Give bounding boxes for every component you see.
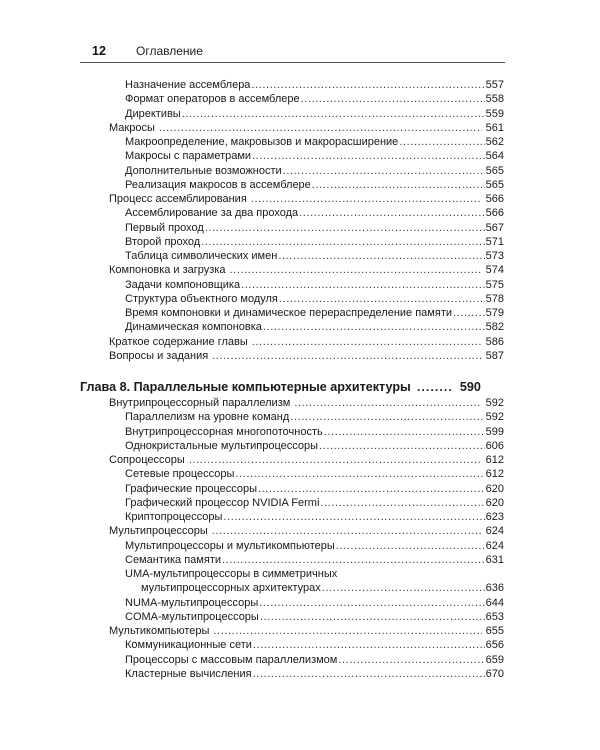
dot-leader [253,638,485,652]
toc-entry-title: Вопросы и задания [109,349,212,363]
dot-leader [252,335,482,349]
toc-section-entry[interactable] [80,453,504,467]
toc-entry-title: Сопроцессоры [109,453,189,467]
table-of-contents [80,78,504,681]
dot-leader [258,482,485,496]
toc-subsection-entry[interactable] [80,581,504,595]
dot-leader [301,92,485,106]
toc-entry-title: Внутрипроцессорная многопоточность [125,425,323,438]
dot-leader [312,178,485,192]
toc-entry-page: 582 [485,321,504,334]
toc-entry-title: Время компоновки и динамическое перераспределение памяти [125,307,452,319]
toc-entry-title: Второй проход [125,235,201,248]
toc-entry-title: Мультипроцессоры и мультикомпьютеры [125,539,335,552]
toc-entry-title: мультипроцессорных архитектурах [141,582,321,595]
toc-section-chapter-8 [80,396,504,681]
toc-entry-page: 653 [485,610,504,623]
toc-subsection-entry[interactable] [80,221,504,235]
dot-leader [251,78,484,92]
toc-entry-title: Первый проход [125,221,204,234]
toc-entry-page: 590 [459,380,481,394]
toc-subsection-entry[interactable] [80,553,504,567]
toc-subsection-entry[interactable] [80,653,504,667]
toc-entry-title: Таблица символических имен [125,250,278,262]
toc-subsection-entry[interactable] [80,610,504,624]
toc-entry-title: Кластерные вычисления [125,667,252,680]
toc-entry-page: 565 [485,164,504,177]
toc-entry-page: 587 [485,349,504,362]
toc-entry-title: Ассемблирование за два прохода [125,207,299,220]
toc-subsection-entry[interactable] [80,439,504,453]
toc-entry-title: Графические процессоры [125,482,257,495]
toc-subsection-entry[interactable] [80,482,504,496]
toc-entry-page: 631 [485,553,504,566]
toc-entry-page: 655 [485,625,504,637]
running-header [80,44,505,63]
dot-leader [320,496,484,510]
toc-entry-page: 612 [485,454,504,466]
toc-entry-page: 565 [485,178,504,191]
dot-leader [253,667,485,681]
toc-entry-title: Семантика памяти [125,553,222,566]
toc-entry-page: 575 [485,278,504,291]
toc-entry-title: Макросы с параметрами [125,150,252,163]
dot-leader [279,292,485,306]
toc-entry-title: Однокристальные мультипроцессоры [125,439,319,452]
toc-subsection-entry[interactable] [80,306,504,320]
toc-entry-page: 566 [485,193,504,205]
toc-entry-title: Реализация макросов в ассемблере [125,178,311,191]
toc-entry-page: 624 [485,539,504,552]
toc-entry-title: Мультипроцессоры [109,524,212,538]
dot-leader [324,425,485,439]
toc-subsection-entry[interactable] [80,249,504,263]
toc-subsection-entry[interactable] [80,178,504,192]
toc-subsection-entry[interactable] [80,164,504,178]
toc-entry-title: Формат операторов в ассемблере [125,93,300,106]
toc-subsection-entry[interactable] [80,78,504,92]
toc-entry-page: 636 [485,582,504,595]
toc-entry-page: 566 [485,207,504,220]
toc-subsection-entry[interactable] [80,638,504,652]
toc-entry-title: Макросы [109,121,159,135]
toc-subsection-entry[interactable] [80,467,504,481]
dot-leader [223,510,484,524]
toc-section-entry[interactable] [80,396,504,410]
toc-subsection-entry[interactable] [80,425,504,439]
dot-leader [259,596,484,610]
toc-entry-page: 561 [485,121,504,134]
dot-leader [205,221,485,235]
dot-leader [260,610,485,624]
dot-leader [212,524,482,538]
toc-entry-page: 612 [485,468,504,481]
toc-entry-page: 670 [485,667,504,680]
toc-section-entry[interactable] [80,524,504,538]
dot-leader [283,164,485,178]
toc-entry-title: Сетевые процессоры [125,468,235,481]
dot-leader [222,553,485,567]
toc-entry-title: Структура объектного модуля [125,292,278,305]
dot-leader [319,439,485,453]
toc-entry-title: COMA-мультипроцессоры [125,610,259,623]
toc-entry-page: 578 [485,292,504,305]
toc-entry-page: 592 [485,411,504,424]
dot-leader [263,320,485,334]
toc-section-entry[interactable] [80,121,504,135]
toc-entry-title: Коммуникационные сети [125,639,252,652]
dot-leader [230,263,482,277]
running-title: Оглавление [136,44,203,58]
toc-entry-title: Параллелизм на уровне команд [125,411,290,424]
toc-entry-page: 644 [485,596,504,609]
toc-entry-title: Директивы [125,107,181,120]
dot-leader [159,121,482,135]
dot-leader [294,396,481,410]
toc-section-entry[interactable] [80,349,504,363]
toc-entry-page: 620 [485,482,504,495]
dot-leader [299,206,485,220]
dot-leader [189,453,482,467]
toc-subsection-entry[interactable] [80,510,504,524]
dot-leader [278,249,484,263]
dot-leader [252,149,485,163]
toc-section-entry[interactable] [80,192,504,206]
dot-leader [213,624,481,638]
dot-leader [235,467,484,481]
toc-entry-title: Процессоры с массовым параллелизмом [125,653,338,666]
toc-entry-page: 586 [485,335,504,348]
toc-chapter-8[interactable] [80,379,504,396]
toc-entry-page: 659 [485,653,504,666]
toc-entry-title: NUMA-мультипроцессоры [125,596,259,609]
toc-entry-page: 592 [485,397,504,409]
toc-subsection-entry[interactable] [80,278,504,292]
toc-entry-title-line1: UMA-мультипроцессоры в симметричных [125,568,338,580]
dot-leader [453,306,485,320]
toc-entry-title: Внутрипроцессорный параллелизм [109,396,294,410]
toc-subsection-entry[interactable] [80,235,504,249]
toc-subsection-entry[interactable] [80,292,504,306]
dot-leader [201,235,484,249]
dot-leader [212,349,481,363]
toc-entry-page: 571 [485,235,504,248]
dot-leader [251,192,482,206]
toc-entry-title: Назначение ассемблера [125,79,251,91]
toc-entry-page: 573 [485,250,504,262]
dot-leader [322,581,485,595]
toc-section-entry[interactable] [80,263,504,277]
toc-entry-page: 623 [485,511,504,523]
toc-entry-title: Задачи компоновщика [125,278,241,291]
toc-entry-title: Графический процессор NVIDIA Fermi [125,496,320,509]
toc-entry-page: 559 [485,107,504,120]
toc-entry-title: Динамическая компоновка [125,321,262,334]
toc-entry-title: Процесс ассемблирования [109,192,251,206]
toc-subsection-entry[interactable] [80,135,504,149]
toc-entry-title: Макроопределение, макровызов и макрорасширение [125,136,399,148]
toc-entry-title: Дополнительные возможности [125,164,282,177]
toc-entry-page: 606 [485,439,504,452]
toc-subsection-entry[interactable] [80,107,504,121]
toc-subsection-entry[interactable] [80,667,504,681]
toc-entry-page: 567 [485,221,504,234]
toc-subsection-entry[interactable] [80,539,504,553]
dot-leader [399,135,484,149]
toc-entry-title: Глава 8. Параллельные компьютерные архитектуры [80,379,417,396]
toc-entry-title: Компоновка и загрузка [109,263,230,277]
toc-entry-page: 564 [485,150,504,163]
dot-leader [417,379,453,396]
toc-entry-page: 624 [485,525,504,538]
toc-entry-title: Мультикомпьютеры [109,624,213,638]
toc-subsection-entry[interactable] [80,149,504,163]
toc-section-entry[interactable] [80,624,504,638]
dot-leader [338,653,484,667]
toc-subsection-entry[interactable] [80,410,504,424]
toc-section-chapter-7-tail [80,78,504,363]
toc-entry-page: 599 [485,425,504,438]
toc-entry-page: 562 [485,136,504,148]
toc-section-entry[interactable] [80,335,504,349]
toc-subsection-entry[interactable] [80,596,504,610]
dot-leader [241,278,485,292]
toc-entry-page: 579 [485,307,504,319]
dot-leader [182,107,485,121]
toc-entry-page: 558 [485,93,504,106]
toc-subsection-entry[interactable] [80,320,504,334]
toc-subsection-entry[interactable] [80,206,504,220]
toc-subsection-entry[interactable] [80,92,504,106]
toc-subsection-entry[interactable] [80,496,504,510]
page-number: 12 [92,44,106,58]
toc-entry-page: 557 [485,79,504,91]
dot-leader [336,539,485,553]
toc-entry-page: 574 [485,264,504,277]
toc-entry-title: Криптопроцессоры [125,511,223,523]
toc-entry-title: Краткое содержание главы [109,335,252,349]
toc-entry-page: 620 [485,496,504,509]
toc-entry-page: 656 [485,639,504,652]
dot-leader [290,410,484,424]
